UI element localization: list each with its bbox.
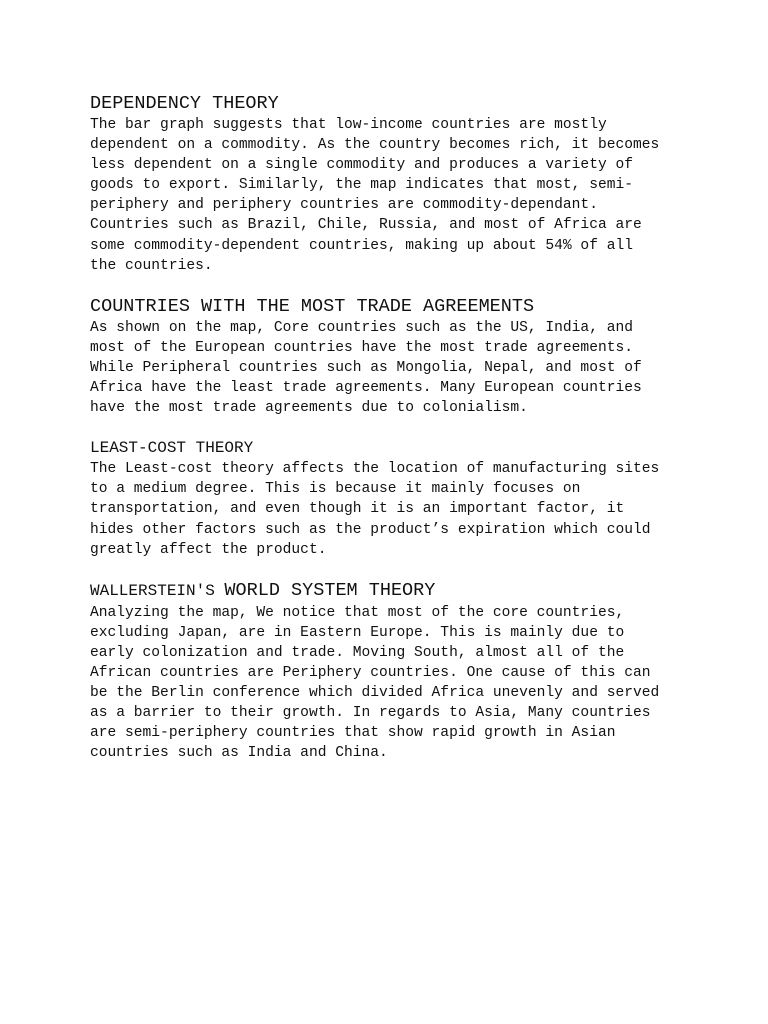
section-body: The Least-cost theory affects the location of manufacturing sites to a medium degree. This is because it mainly focuses on transportation, and even though it is an important factor, it hides other factors such as the product’s expiration which could greatly affect the product. <box>90 461 660 558</box>
heading-part-small: WALLERSTEIN'S <box>90 581 225 600</box>
section-body: As shown on the map, Core countries such as the US, India, and most of the European countries have the most trade agreements. While Peripheral countries such as Mongolia, Nepal, and most of Africa have the least trade agreements. Many European countries have the most trade agreements due to colonialism. <box>90 319 642 417</box>
document-page <box>90 92 690 763</box>
section-heading: LEAST-COST THEORY <box>90 439 254 458</box>
section-world-system-theory <box>90 579 690 764</box>
section-heading: DEPENDENCY THEORY <box>90 93 279 114</box>
section-body: Analyzing the map, We notice that most of the core countries, excluding Japan, are in Eastern Europe. This is mainly due to early colonization and trade. Moving South, almost all of the African countries are Periphery countries. One cause of this can be the Berlin conference which divided Africa unevenly and served as a barrier to their growth. In regards to Asia, Many countries are semi-periphery countries that show rapid growth in Asian countries such as India and China. <box>90 604 660 762</box>
section-dependency-theory <box>90 92 690 276</box>
section-least-cost-theory <box>90 437 690 559</box>
section-heading <box>90 579 690 603</box>
section-body: The bar graph suggests that low-income countries are mostly dependent on a commodity. As the country becomes rich, it becomes less dependent on a single commodity and produces a variety of goods to export. Similarly, the map indicates that most, semi- periphery and periphery countries are commodity-dependant. Countries such as Brazil, Chile, Russia, and most of Africa are some commodity-dependent countries, making up about 54% of all the countries. <box>90 117 660 274</box>
heading-part-large: WORLD SYSTEM THEORY <box>224 579 436 601</box>
section-trade-agreements <box>90 295 690 418</box>
section-heading: COUNTRIES WITH THE MOST TRADE AGREEMENTS <box>90 295 535 317</box>
